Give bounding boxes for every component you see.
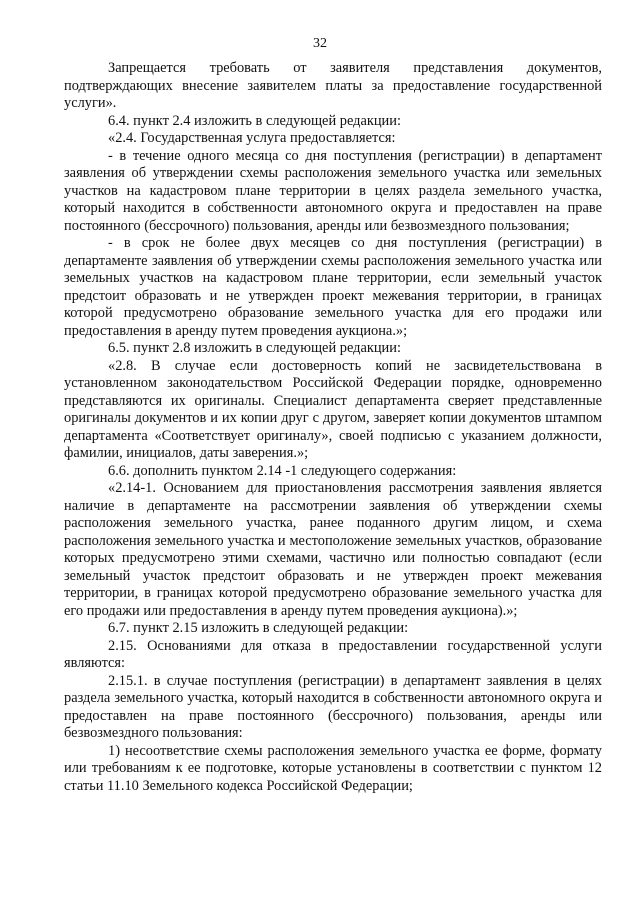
paragraph-2-4-intro: «2.4. Государственная услуга предоставляется:	[108, 130, 396, 146]
paragraph-2-15-1: 2.15.1. в случае поступления (регистрации) в департамент заявления в целях раздела земельного участка, который находится в собственности автономного округа и предоставлен на праве постоянного (бессрочного) пользования, аренды или безвозмездного пользования:	[64, 672, 602, 741]
paragraph-2-8: «2.8. В случае если достоверность копий не засвидетельствована в установленном законодательством Российской Федерации порядке, одновременно представляются их оригиналы. Специалист департамента сверяет представленные оригиналы документов и их копии друг с другом, заверяет копии документов штампом департамента «Соответствует оригиналу», своей подписью с указанием должности, фамилии, инициалов, даты заверения.»;	[64, 357, 602, 461]
page-number: 32	[313, 36, 327, 51]
paragraph-6-4: 6.4. пункт 2.4 изложить в следующей редакции:	[108, 112, 401, 129]
paragraph-6-5: 6.5. пункт 2.8 изложить в следующей редакции:	[108, 340, 401, 356]
paragraph-6-7: 6.7. пункт 2.15 изложить в следующей редакции:	[108, 620, 409, 636]
paragraph-2-4-two-months: - в срок не более двух месяцев со дня поступления (регистрации) в департаменте заявления об утверждении схемы расположения земельного участка или земельных участков на кадастровом плане территории, если земельный участок предстоит образовать и не утвержден проект межевания территории, в границах которой предусмотрено образование земельного участка для его продажи или предоставления в аренду путем проведения аукциона.»;	[64, 235, 602, 339]
document-body	[64, 60, 602, 795]
paragraph-fee-documents: Запрещается требовать от заявителя представления документов, подтверждающих внесение заявителем платы за предоставление государственной услуги».	[64, 60, 602, 111]
paragraph-item-1: 1) несоответствие схемы расположения земельного участка ее форме, формату или требованиям к ее подготовке, которые установлены в соответствии с пунктом 12 статьи 11.10 Земельного кодекса Российской Федерации;	[64, 742, 602, 794]
paragraph-2-14-1: «2.14-1. Основанием для приостановления рассмотрения заявления является наличие в департаменте на рассмотрении заявления об утверждении схемы расположения земельного участка, ранее поданного другим лицом, и схема расположения земельного участка и местоположение земельных участков, образование которых предусмотрено этими схемами, частично или полностью совпадают (если земельный участок предстоит образовать и не утвержден проект межевания территории, в границах которой предусмотрено образование земельного участка для его продажи или предоставления в аренду путем проведения аукциона).»;	[64, 480, 602, 619]
paragraph-6-6: 6.6. дополнить пунктом 2.14 -1 следующего содержания:	[108, 462, 457, 479]
paragraph-2-15: 2.15. Основаниями для отказа в предоставлении государственной услуги являются:	[64, 637, 602, 671]
paragraph-2-4-one-month: - в течение одного месяца со дня поступления (регистрации) в департамент заявления об утверждении схемы расположения земельного участка или земельных участков на кадастровом плане территории в целях раздела земельного участка, который находится в собственности автономного округа и предоставлен на праве постоянного (бессрочного) пользования, аренды или безвозмездного пользования;	[64, 147, 602, 234]
